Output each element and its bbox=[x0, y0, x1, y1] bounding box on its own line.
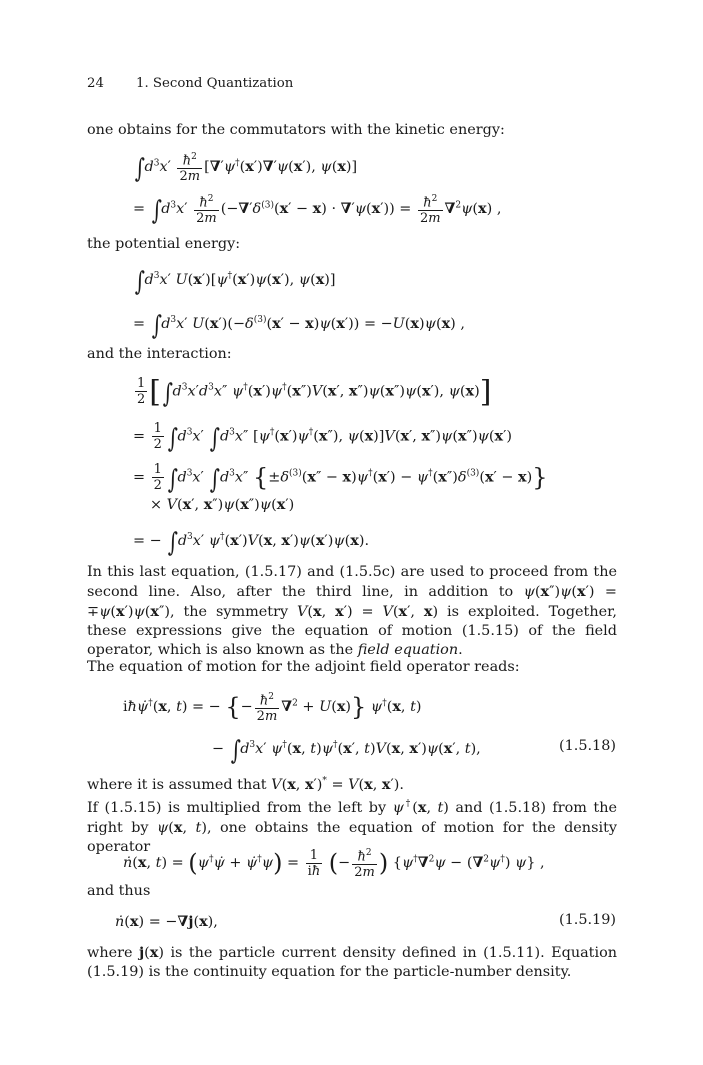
paragraph-conclusion: where j(x) is the particle current density defined in (1.5.11). Equation (1.5.19) is the continuity equation for the particle-number density. bbox=[87, 944, 617, 980]
equation-kinetic-2: = $\int d^3x'$ $\frac{ħ^2}{2m}$ $(-\nabla'\delta^{(3)}(x' - x) \cdot \nabla'\psi(x'))$ = $\frac{ħ^2}{2m}$ ∇$^2$ψ(x) , bbox=[133, 194, 502, 227]
equation-potential-1: $\int d^3x'$ U(x′)[ψ†(x′)ψ(x′), ψ(x)] bbox=[134, 266, 336, 297]
equation-density: ṅ(x, t) = (ψ†ψ̇ + ψ̇†ψ) = $\frac{1}{iħ}$ (− $\frac{ħ^2}{2m}$ ) {ψ†∇$^2$ψ − (∇$^2$ψ†) ψ} , bbox=[123, 847, 545, 881]
equation-potential-2: = $\int d^3x'$ $U(x')(-\delta^{(3)}(x' - x)\psi(x')) = -U(x)\psi(x)$ , bbox=[133, 310, 465, 341]
running-header bbox=[87, 76, 294, 91]
paragraph-assumption: where it is assumed that V(x, x′)* = V(x, x′). If (1.5.15) is multiplied from the left by ψ†(x, t) and (1.5.18) from the right by ψ(x, t), one obtains the equation of motion for the density operator bbox=[87, 775, 617, 855]
equation-continuity: ṅ(x) = −∇j(x), bbox=[115, 913, 218, 930]
equation-interaction-4: × V(x′, x″)ψ(x″)ψ(x′) bbox=[150, 496, 295, 513]
paragraph-potential: the potential energy: bbox=[87, 236, 241, 252]
equation-interaction-2: = $\frac{1}{2}$ $\int d^3x'$ $\int d^3x''$ [ψ†(x′)ψ†(x″), ψ(x)]V(x′, x″)ψ(x″)ψ(x′) bbox=[133, 421, 512, 454]
equation-adjoint-1: iħψ̇†(x, t) = − {− $\frac{ħ^2}{2m}$ ∇$^2$ + U(x)} ψ†(x, t) bbox=[123, 692, 422, 725]
equation-kinetic-1: $\int d^3x'$ $\frac{ħ^2}{2m}$ [∇′ψ†(x′)∇′ψ(x′), ψ(x)] bbox=[134, 152, 358, 185]
paragraph-adjoint: The equation of motion for the adjoint field operator reads: bbox=[87, 659, 520, 675]
paragraph-explanation: In this last equation, (1.5.17) and (1.5.5c) are used to proceed from the second line. Also, after the third line, in addition to ψ(x″)ψ(x′) = ∓ψ(x′)ψ(x″), the symmetry V(x, x′) = V(x′, x) is exploited. Together, these expressions give the equation of motion (1.5.15) of the field operator, which is also known as the field equation. bbox=[87, 564, 617, 658]
paragraph-interaction: and the interaction: bbox=[87, 346, 232, 362]
equation-interaction-5: = − $\int d^3x'$ ψ†(x′)V(x, x′)ψ(x′)ψ(x). bbox=[133, 527, 370, 558]
chapter-title: 1. Second Quantization bbox=[136, 76, 294, 91]
equation-adjoint-2: − $\int d^3x'$ ψ†(x, t)ψ†(x′, t)V(x, x′)ψ(x′, t), bbox=[212, 735, 481, 766]
paragraph-kinetic: one obtains for the commutators with the kinetic energy: bbox=[87, 122, 505, 138]
equation-number-1.5.19: (1.5.19) bbox=[558, 912, 616, 928]
equation-interaction-1: $\frac{1}{2}$ [$\int d^3x'd^3x''$ ψ†(x′)ψ†(x″)V(x′, x″)ψ(x″)ψ(x′), ψ(x)] bbox=[137, 374, 492, 410]
equation-interaction-3: = $\frac{1}{2}$ $\int d^3x'$ $\int d^3x''$ $\{\pm\delta^{(3)}(x'' - x)\psi^\dagger(x') - \psi^\dagger(x'')\delta^{(3)}(x' - x)\}$ bbox=[133, 462, 548, 495]
equation-number-1.5.18: (1.5.18) bbox=[558, 738, 616, 754]
paragraph-and-thus: and thus bbox=[87, 883, 151, 899]
page-number: 24 bbox=[87, 76, 104, 91]
